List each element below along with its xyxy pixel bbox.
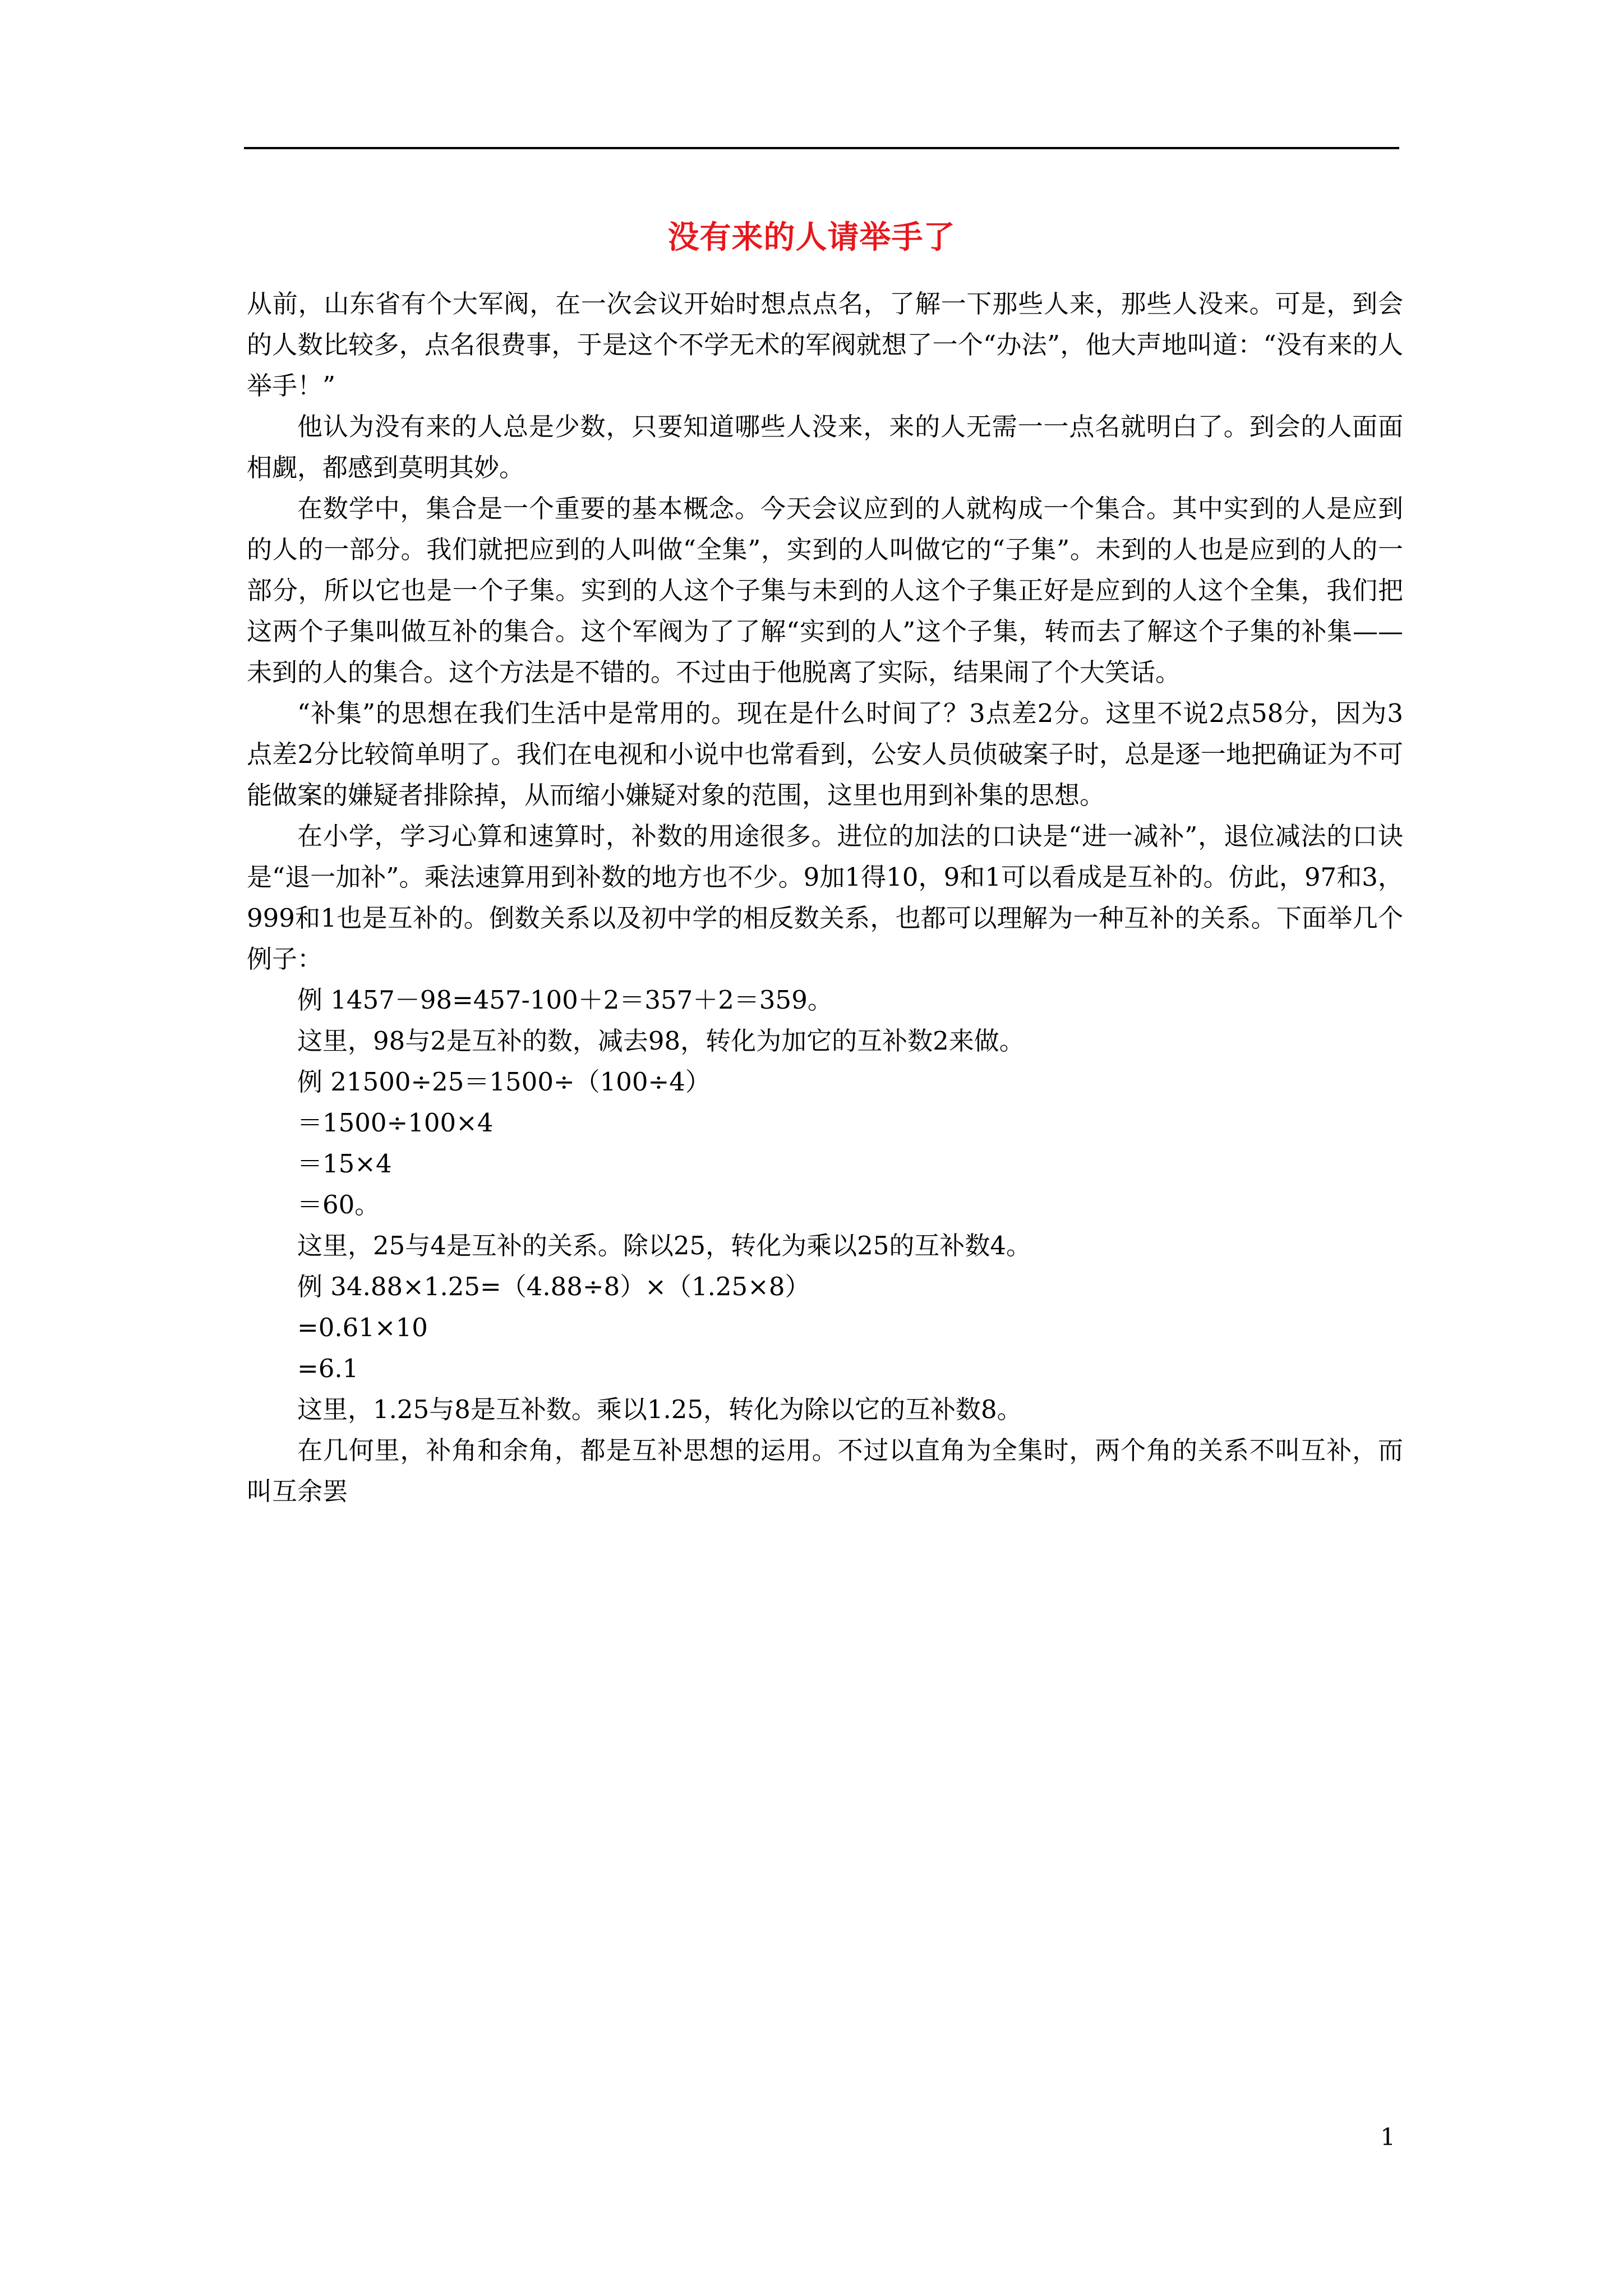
paragraph: 在几何里，补角和余角，都是互补思想的运用。不过以直角为全集时，两个角的关系不叫互补，而叫互余罢 bbox=[247, 1435, 1403, 1506]
paragraph: 例 21500÷25＝1500÷（100÷4） bbox=[297, 1067, 711, 1097]
paragraph: 在数学中，集合是一个重要的基本概念。今天会议应到的人就构成一个集合。其中实到的人是应到的人的一部分。我们就把应到的人叫做“全集”，实到的人叫做它的“子集”。未到的人也是应到的人的一部分，所以它也是一个子集。实到的人这个子集与未到的人这个子集正好是应到的人这个全集，我们把这两个子集叫做互补的集合。这个军阀为了了解“实到的人”这个子集，转而去了解这个子集的补集——未到的人的集合。这个方法是不错的。不过由于他脱离了实际，结果闹了个大笑话。 bbox=[247, 494, 1403, 687]
paragraph: 例 1457－98=457-100＋2＝357＋2＝359。 bbox=[297, 985, 833, 1015]
header-rule bbox=[244, 147, 1399, 149]
paragraph: =0.61×10 bbox=[297, 1313, 428, 1342]
paragraph: 这里，1.25与8是互补数。乘以1.25，转化为除以它的互补数8。 bbox=[297, 1395, 1022, 1424]
paragraph: ＝60。 bbox=[297, 1190, 380, 1220]
paragraph: ＝15×4 bbox=[297, 1149, 392, 1179]
paragraph: 在小学，学习心算和速算时，补数的用途很多。进位的加法的口诀是“进一减补”，退位减法的口诀是“退一加补”。乘法速算用到补数的地方也不少。9加1得10，9和1可以看成是互补的。仿此，97和3，999和1也是互补的。倒数关系以及初中学的相反数关系，也都可以理解为一种互补的关系。下面举几个例子： bbox=[247, 821, 1403, 974]
paragraph: 例 34.88×1.25=（4.88÷8）×（1.25×8） bbox=[297, 1272, 810, 1301]
paragraph: 从前，山东省有个大军阀，在一次会议开始时想点点名，了解一下那些人来，那些人没来。可是，到会的人数比较多，点名很费事，于是这个不学无术的军阀就想了一个“办法”，他大声地叫道：“没有来的人举手！” bbox=[247, 289, 1403, 401]
paragraph: =6.1 bbox=[297, 1354, 359, 1383]
page-number: 1 bbox=[1380, 2123, 1395, 2151]
paragraph: ＝1500÷100×4 bbox=[297, 1108, 494, 1138]
paragraph: 这里，25与4是互补的关系。除以25，转化为乘以25的互补数4。 bbox=[297, 1231, 1032, 1260]
paragraph: “补集”的思想在我们生活中是常用的。现在是什么时间了？3点差2分。这里不说2点58分，因为3点差2分比较简单明了。我们在电视和小说中也常看到，公安人员侦破案子时，总是逐一地把确证为不可能做案的嫌疑者排除掉，从而缩小嫌疑对象的范围，这里也用到补集的思想。 bbox=[247, 698, 1403, 810]
document-body bbox=[247, 283, 1403, 1512]
paragraph: 这里，98与2是互补的数，减去98，转化为加它的互补数2来做。 bbox=[297, 1026, 1025, 1056]
paragraph: 他认为没有来的人总是少数，只要知道哪些人没来，来的人无需一一点名就明白了。到会的人面面相觑，都感到莫明其妙。 bbox=[247, 412, 1403, 482]
document-title: 没有来的人请举手了 bbox=[667, 219, 956, 256]
